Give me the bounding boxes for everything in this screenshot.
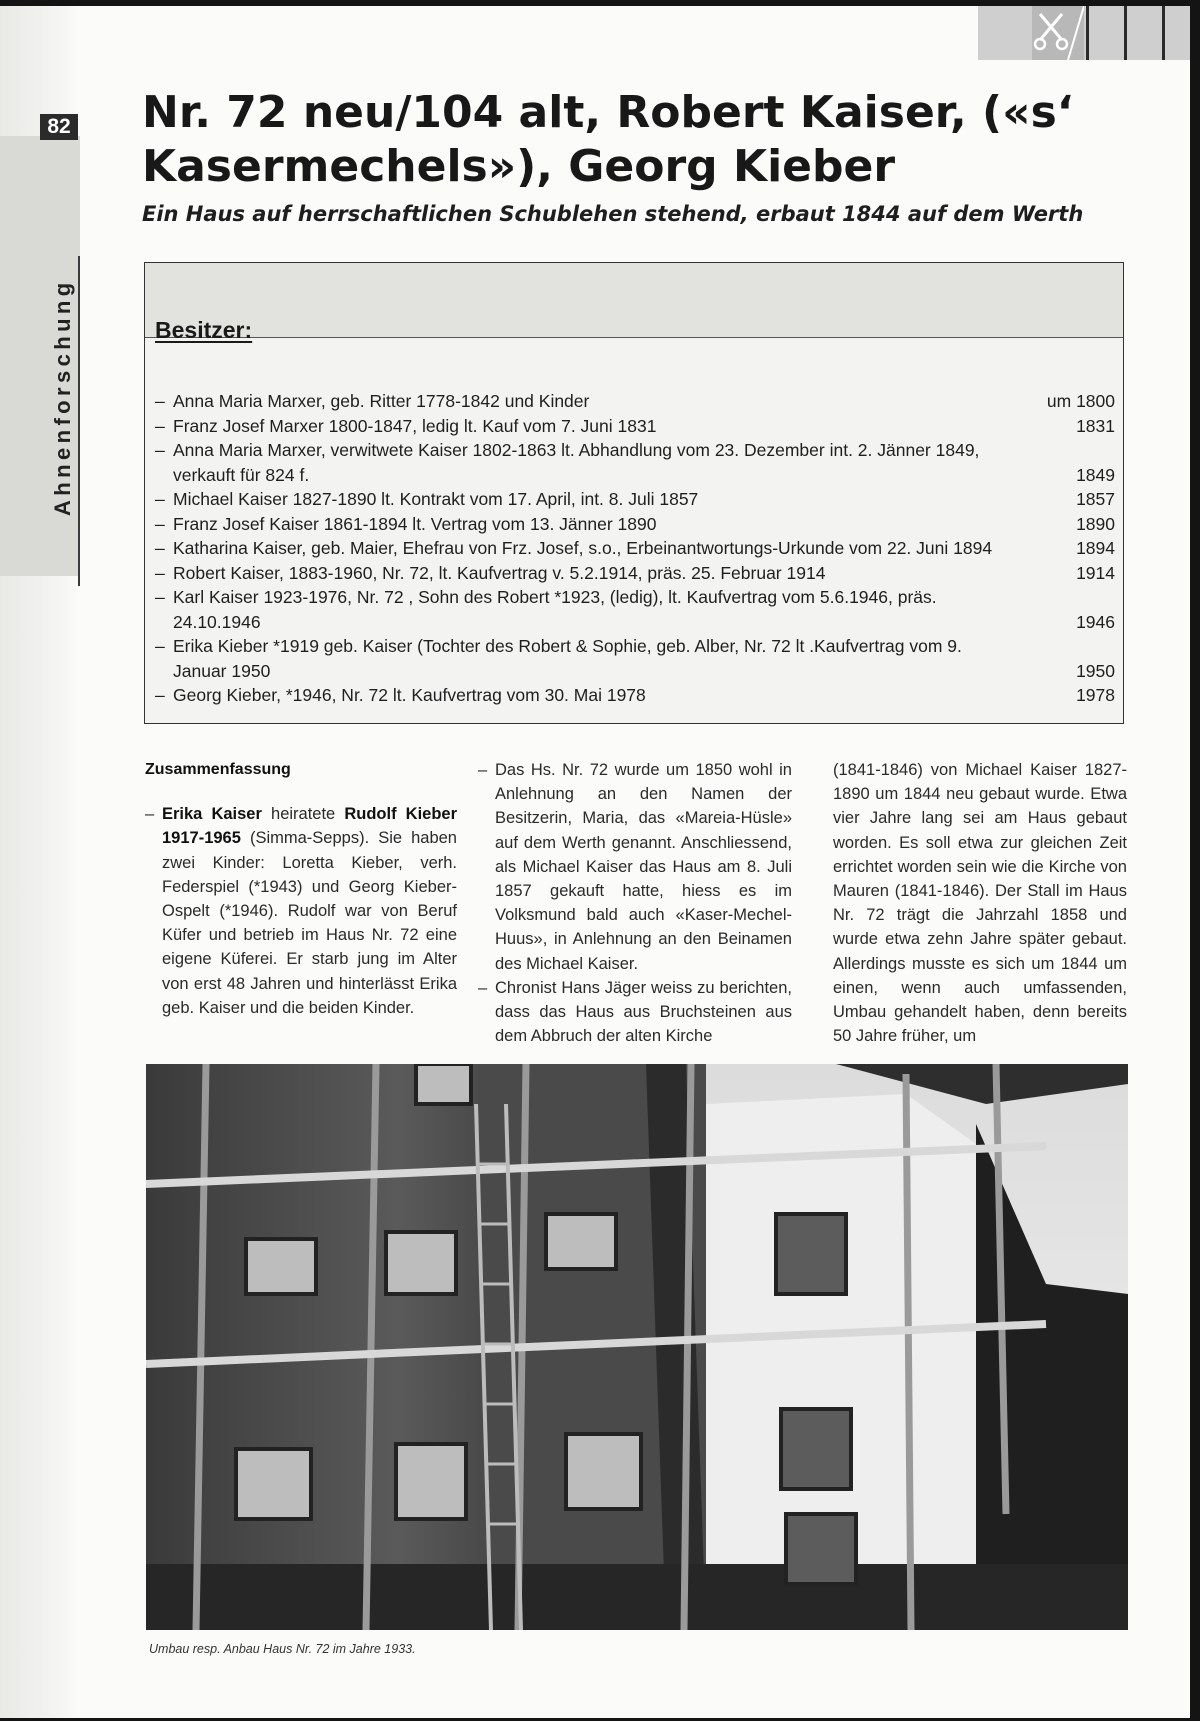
owner-entry: – Robert Kaiser, 1883-1960, Nr. 72, lt. Kaufvertrag v. 5.2.1914, präs. 25. Februar 1914 1914 [155, 561, 1115, 586]
owner-entry: – Karl Kaiser 1923-1976, Nr. 72 , Sohn des Robert *1923, (ledig), lt. Kaufvertrag vom 5.6.1946, präs. 24.10.1946 1946 [155, 585, 1115, 634]
corner-bar [1086, 6, 1089, 60]
text-column-3 [833, 758, 1127, 1048]
owner-entry: – Michael Kaiser 1827-1890 lt. Kontrakt vom 17. April, int. 8. Juli 1857 1857 [155, 487, 1115, 512]
page-title: Nr. 72 neu/104 alt, Robert Kaiser, («s‘ Kasermechels»), Georg Kieber [142, 87, 1074, 192]
summary-paragraph-1: – Erika Kaiser heiratete Rudolf Kieber 1917-1965 (Simma-Sepps). Sie haben zwei Kinder: Loretta Kieber, verh. Federspiel (*1943) und Georg Kieber-Ospelt (*1946). Rudolf war von Beruf Küfer und betrieb im Haus Nr. 72 eine eigene Küferei. Er starb jung im Alter von erst 48 Jahren und hinterlässt Erika geb. Kaiser und die beiden Kinder. [145, 802, 457, 1020]
owner-entry: – Georg Kieber, *1946, Nr. 72 lt. Kaufvertrag vom 30. Mai 1978 1978 [155, 683, 1115, 708]
photo-caption: Umbau resp. Anbau Haus Nr. 72 im Jahre 1933. [149, 1642, 416, 1656]
owner-entry: – Franz Josef Marxer 1800-1847, ledig lt. Kauf vom 7. Juni 1831 1831 [155, 414, 1115, 439]
scissors-icon [1032, 6, 1084, 60]
summary-paragraph-3: – Chronist Hans Jäger weiss zu berichten, dass das Haus aus Bruchsteinen aus dem Abbruch der alten Kirche [478, 976, 792, 1049]
corner-bar [1124, 6, 1127, 60]
document-page [0, 6, 1190, 1718]
owners-list [155, 389, 1115, 708]
text-column-2 [478, 758, 792, 1048]
owners-box-header [145, 263, 1123, 338]
owner-entry: – Anna Maria Marxer, geb. Ritter 1778-1842 und Kinder um 1800 [155, 389, 1115, 414]
corner-decoration [978, 6, 1190, 60]
house-photo [146, 1064, 1128, 1630]
owner-entry: – Anna Maria Marxer, verwitwete Kaiser 1802-1863 lt. Abhandlung vom 23. Dezember int. 2. Jänner 1849, verkauft für 824 f. 1849 [155, 438, 1115, 487]
page-subtitle: Ein Haus auf herrschaftlichen Schublehen stehend, erbaut 1844 auf dem Werth [142, 202, 1084, 226]
summary-paragraph-3-continued: (1841-1846) von Michael Kaiser 1827-1890 um 1844 neu gebaut wurde. Etwa vier Jahre lang sei am Haus gebaut worden. Es soll etwa zur gleichen Zeit errichtet worden sein wie die Kirche von Mauren (1841-1846). Der Stall im Haus Nr. 72 trägt die Jahrzahl 1858 und wurde etwa zehn Jahre später gebaut. Allerdings musste es sich um 1844 um einen, wenn auch umfassenden, Umbau gehandelt haben, denn bereits 50 Jahre früher, um [833, 761, 1127, 1046]
text-column-1 [145, 758, 457, 1020]
owners-box [144, 262, 1124, 724]
owner-entry: – Katharina Kaiser, geb. Maier, Ehefrau von Frz. Josef, s.o., Erbeinantwortungs-Urkunde vom 22. Juni 1894 1894 [155, 536, 1115, 561]
summary-heading: Zusammenfassung [145, 761, 291, 778]
section-rule [78, 256, 80, 586]
owners-heading: Besitzer: [155, 317, 253, 343]
section-label: Ahnenforschung [50, 278, 75, 516]
owner-entry: – Franz Josef Kaiser 1861-1894 lt. Vertrag vom 13. Jänner 1890 1890 [155, 512, 1115, 537]
corner-bar [1162, 6, 1165, 60]
owner-entry: – Erika Kieber *1919 geb. Kaiser (Tochter des Robert & Sophie, geb. Alber, Nr. 72 lt .Kaufvertrag vom 9. Januar 1950 1950 [155, 634, 1115, 683]
house-photo-illustration [146, 1064, 1128, 1630]
summary-paragraph-2: – Das Hs. Nr. 72 wurde um 1850 wohl in Anlehnung an den Namen der Besitzerin, Maria, das «Mareia-Hüsle» auf dem Werth genannt. Anschliessend, als Michael Kaiser das Haus am 8. Juli 1857 gekauft hatte, hiess es im Volksmund bald auch «Kaser-Mechel-Huus», in Anlehnung an den Beinamen des Michael Kaiser. [478, 758, 792, 976]
page-number: 82 [40, 114, 78, 140]
